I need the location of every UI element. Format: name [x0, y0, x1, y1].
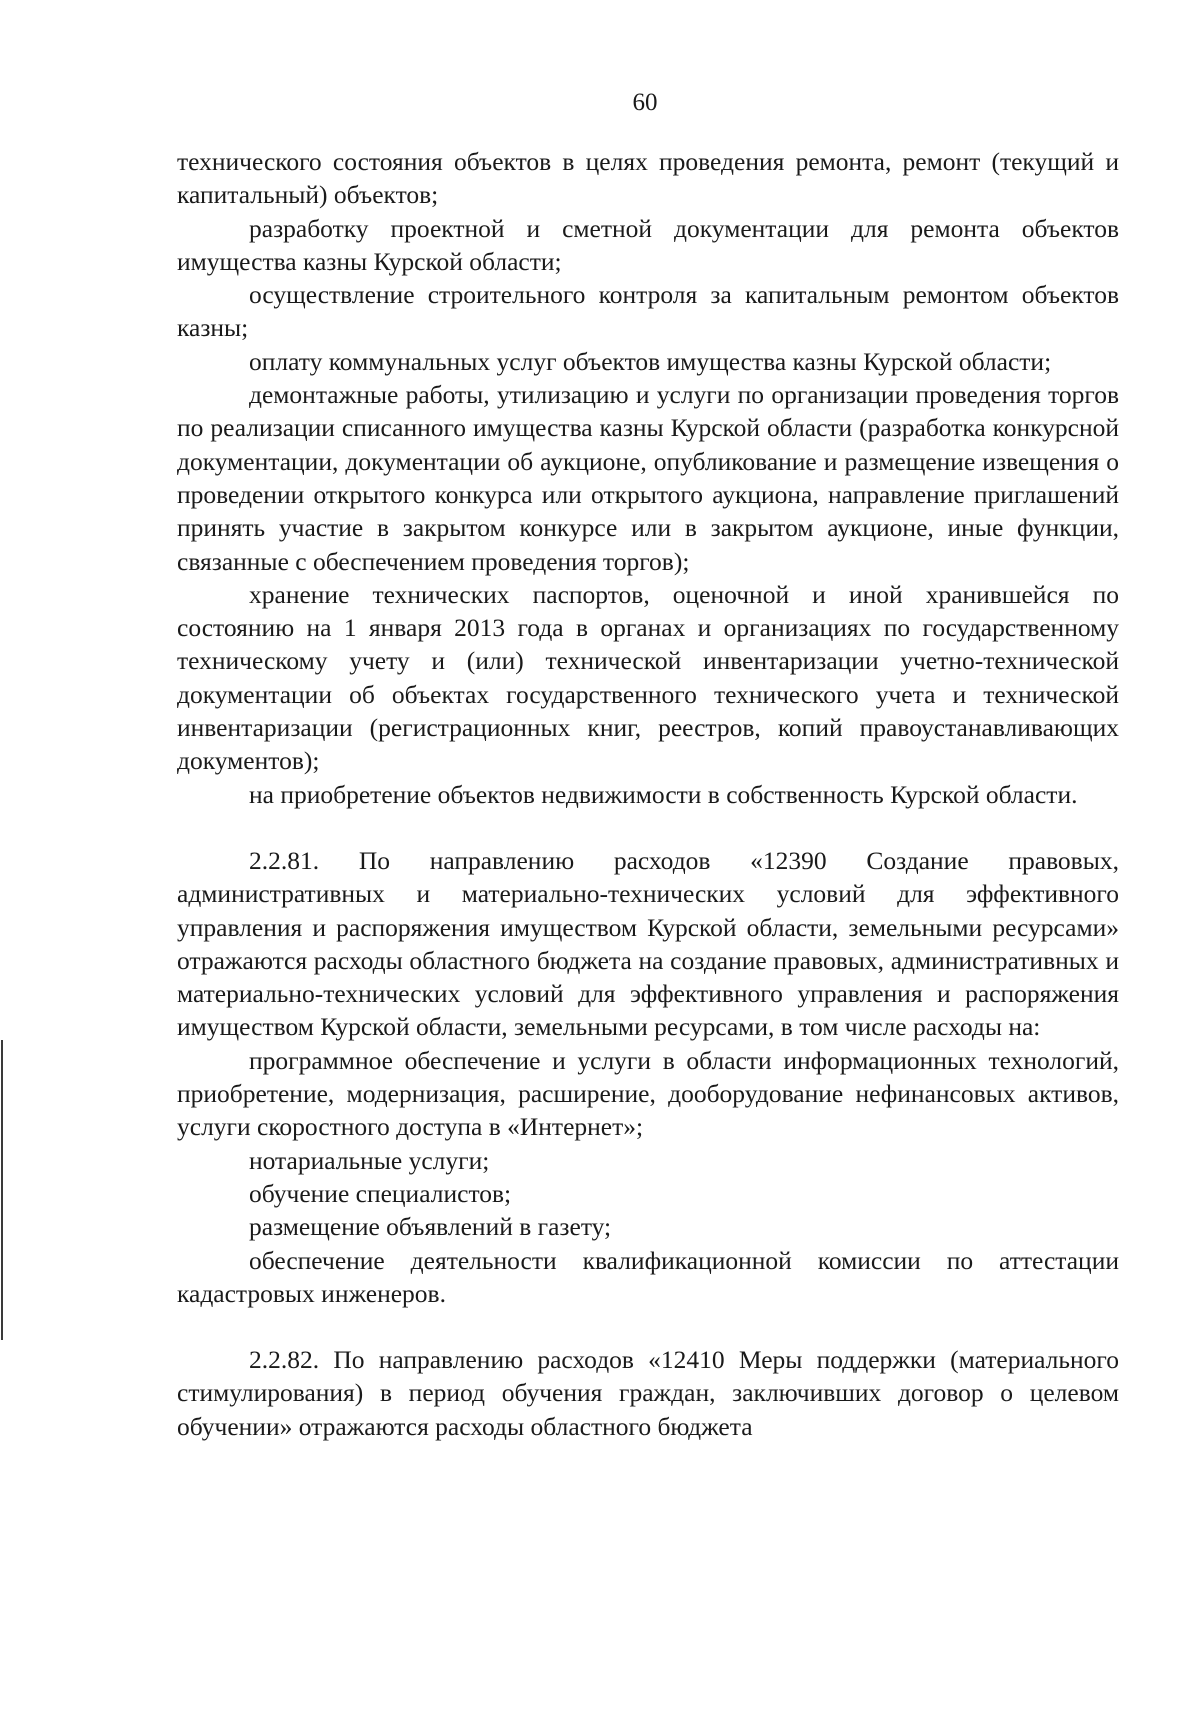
paragraph-9: программное обеспечение и услуги в области информационных технологий, приобретение, модернизация, расширение, дооборудование нефинансовых активов, услуги скоростного доступа в «Интернет»;: [177, 1045, 1119, 1142]
paragraph-gap: [177, 811, 1119, 844]
section-2-2-82: 2.2.82. По направлению расходов «12410 Меры поддержки (материального стимулирования) в период обучения граждан, заключивших договор о целевом обучении» отражаются расходы областного бюджета: [177, 1345, 1119, 1441]
paragraph-13: обеспечение деятельности квалификационной комиссии по аттестации кадастровых инженеров.: [177, 1245, 1119, 1308]
scan-edge-mark: [1, 1040, 3, 1340]
page-number: 60: [632, 89, 658, 116]
paragraph-1: технического состояния объектов в целях проведения ремонта, ремонт (текущий и капитальный) объектов;: [177, 147, 1119, 210]
paragraph-11: обучение специалистов;: [249, 1178, 512, 1208]
paragraph-6: хранение технических паспортов, оценочной и иной хранившейся по состоянию на 1 января 2013 года в органах и организациях по государственному техническому учету и (или) технической инвентаризации учетно-технической документации об объектах государственного технического учета и технической инвентаризации (регистрационных книг, реестров, копий правоустанавливающих документов);: [177, 579, 1119, 776]
paragraph-2: разработку проектной и сметной документации для ремонта объектов имущества казны Курской области;: [177, 213, 1119, 276]
paragraph-7: на приобретение объектов недвижимости в собственность Курской области.: [249, 779, 1078, 809]
section-2-2-81: 2.2.81. По направлению расходов «12390 Создание правовых, административных и материально-технических условий для эффективного управления и распоряжения имуществом Курской области, земельными ресурсами» отражаются расходы областного бюджета на создание правовых, административных и материально-технических условий для эффективного управления и распоряжения имуществом Курской области, земельными ресурсами, в том числе расходы на:: [177, 845, 1119, 1042]
paragraph-gap: [177, 1310, 1119, 1343]
paragraph-12: размещение объявлений в газету;: [249, 1212, 612, 1242]
paragraph-3: осуществление строительного контроля за капитальным ремонтом объектов казны;: [177, 280, 1119, 343]
paragraph-10: нотариальные услуги;: [249, 1145, 490, 1175]
paragraph-4: оплату коммунальных услуг объектов имущества казны Курской области;: [249, 346, 1052, 376]
document-body: [177, 145, 1119, 1443]
paragraph-5: демонтажные работы, утилизацию и услуги по организации проведения торгов по реализации списанного имущества казны Курской области (разработка конкурсной документации, документации об аукционе, опубликование и размещение извещения о проведении открытого конкурса или открытого аукциона, направление приглашений принять участие в закрытом конкурсе или в закрытом аукционе, иные функции, связанные с обеспечением проведения торгов);: [177, 380, 1119, 576]
